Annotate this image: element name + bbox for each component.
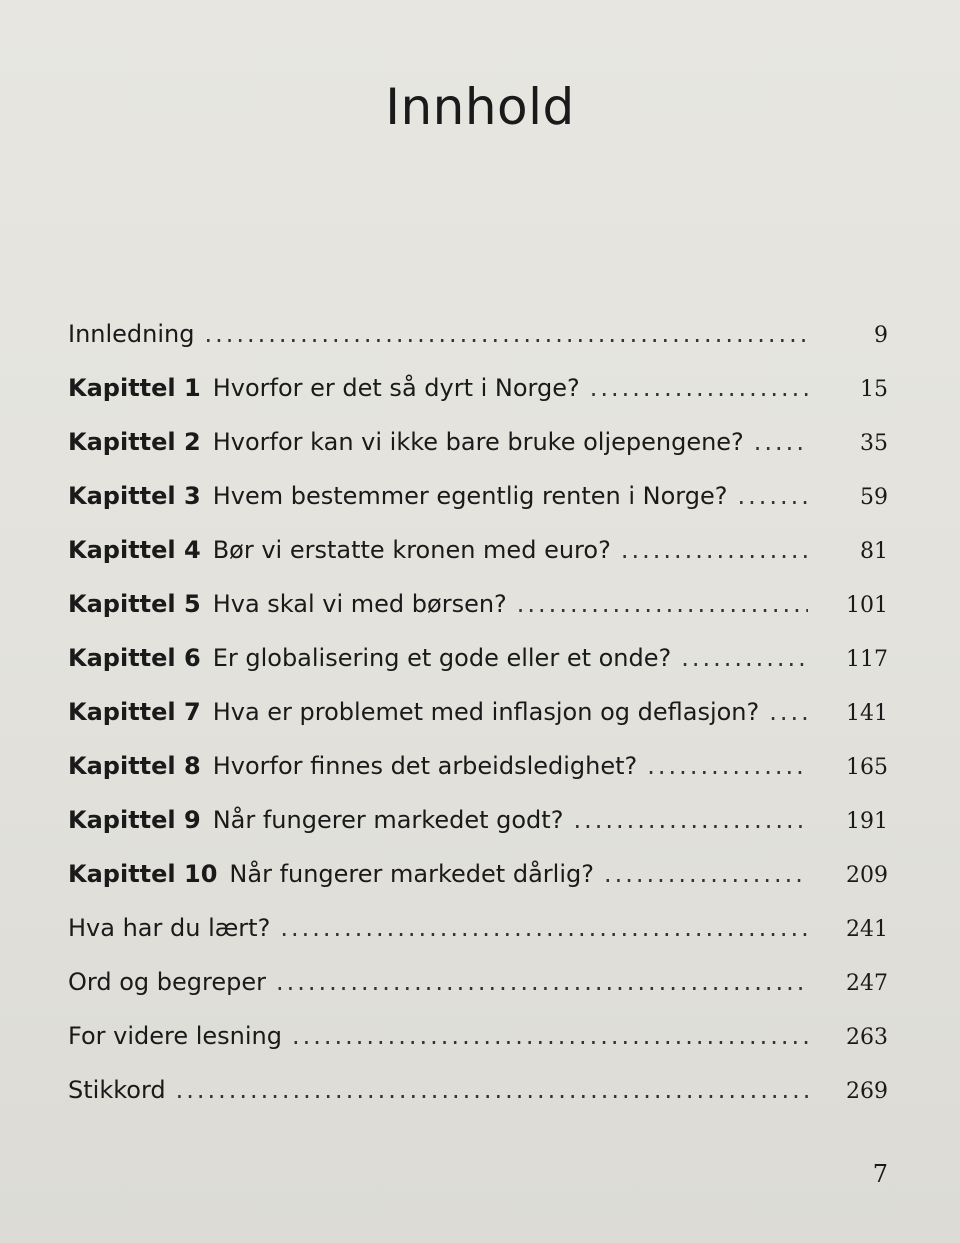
toc-leader-dots bbox=[647, 752, 808, 780]
toc-leader-dots bbox=[621, 536, 808, 564]
toc-row bbox=[68, 860, 888, 914]
toc-chapter-label: Kapittel 8 bbox=[68, 752, 201, 780]
toc-row bbox=[68, 968, 888, 1022]
toc-leader-dots bbox=[276, 968, 808, 996]
toc-page-number: 209 bbox=[846, 863, 888, 888]
toc-row bbox=[68, 806, 888, 860]
toc-row bbox=[68, 752, 888, 806]
toc-row bbox=[68, 536, 888, 590]
toc-leader-dots bbox=[681, 644, 808, 672]
toc-entry-title: Når fungerer markedet dårlig? bbox=[229, 860, 594, 888]
toc-leader-dots bbox=[292, 1022, 808, 1050]
toc-row bbox=[68, 482, 888, 536]
toc-leader-dots bbox=[176, 1076, 808, 1104]
toc-page-number: 191 bbox=[846, 809, 888, 834]
toc-entry-title: Innledning bbox=[68, 320, 195, 348]
toc-leader-dots bbox=[517, 590, 808, 618]
toc-row bbox=[68, 698, 888, 752]
toc-page-number: 35 bbox=[860, 431, 888, 456]
toc-page-number: 81 bbox=[860, 539, 888, 564]
toc-leader-dots bbox=[205, 320, 809, 348]
page-number: 7 bbox=[872, 1160, 888, 1188]
toc-leader-dots bbox=[590, 374, 808, 402]
toc-chapter-label: Kapittel 2 bbox=[68, 428, 201, 456]
toc-page-number: 141 bbox=[846, 701, 888, 726]
toc-entry-title: Stikkord bbox=[68, 1076, 166, 1104]
toc-chapter-label: Kapittel 9 bbox=[68, 806, 201, 834]
toc-entry-title: Hvorfor kan vi ikke bare bruke oljepengene? bbox=[212, 428, 744, 456]
toc-entry-title: Ord og begreper bbox=[68, 968, 266, 996]
toc-entry-title: Hva har du lært? bbox=[68, 914, 271, 942]
toc-page-number: 101 bbox=[846, 593, 888, 618]
toc-page-number: 15 bbox=[860, 377, 888, 402]
toc-entry-title: Når fungerer markedet godt? bbox=[212, 806, 564, 834]
toc-entry-title: For videre lesning bbox=[68, 1022, 282, 1050]
toc-leader-dots bbox=[754, 428, 808, 456]
toc-page-number: 9 bbox=[874, 323, 888, 348]
toc-page-number: 263 bbox=[846, 1025, 888, 1050]
toc-chapter-label: Kapittel 5 bbox=[68, 590, 201, 618]
toc-row bbox=[68, 428, 888, 482]
toc-page-number: 165 bbox=[846, 755, 888, 780]
toc-row bbox=[68, 914, 888, 968]
toc-leader-dots bbox=[769, 698, 808, 726]
toc-page-number: 117 bbox=[846, 647, 888, 672]
toc-leader-dots bbox=[280, 914, 808, 942]
toc-entry-title: Bør vi erstatte kronen med euro? bbox=[212, 536, 611, 564]
toc-entry-title: Hva er problemet med inflasjon og deflasjon? bbox=[212, 698, 760, 726]
toc-page-number: 269 bbox=[846, 1079, 888, 1104]
toc-leader-dots bbox=[737, 482, 808, 510]
toc-chapter-label: Kapittel 1 bbox=[68, 374, 201, 402]
page-title: Innhold bbox=[385, 78, 575, 136]
toc-row bbox=[68, 1022, 888, 1076]
toc-chapter-label: Kapittel 10 bbox=[68, 860, 218, 888]
toc-leader-dots bbox=[573, 806, 808, 834]
table-of-contents bbox=[68, 320, 888, 1130]
toc-row bbox=[68, 374, 888, 428]
toc-row bbox=[68, 644, 888, 698]
toc-page-number: 241 bbox=[846, 917, 888, 942]
toc-leader-dots bbox=[604, 860, 808, 888]
toc-chapter-label: Kapittel 3 bbox=[68, 482, 201, 510]
toc-entry-title: Hva skal vi med børsen? bbox=[212, 590, 507, 618]
toc-chapter-label: Kapittel 6 bbox=[68, 644, 201, 672]
toc-chapter-label: Kapittel 7 bbox=[68, 698, 201, 726]
toc-page-number: 247 bbox=[846, 971, 888, 996]
toc-entry-title: Er globalisering et gode eller et onde? bbox=[212, 644, 672, 672]
toc-entry-title: Hvorfor finnes det arbeidsledighet? bbox=[212, 752, 638, 780]
toc-row bbox=[68, 590, 888, 644]
toc-page-number: 59 bbox=[860, 485, 888, 510]
toc-row bbox=[68, 1076, 888, 1130]
toc-row bbox=[68, 320, 888, 374]
toc-entry-title: Hvem bestemmer egentlig renten i Norge? bbox=[212, 482, 728, 510]
toc-entry-title: Hvorfor er det så dyrt i Norge? bbox=[212, 374, 580, 402]
toc-chapter-label: Kapittel 4 bbox=[68, 536, 201, 564]
